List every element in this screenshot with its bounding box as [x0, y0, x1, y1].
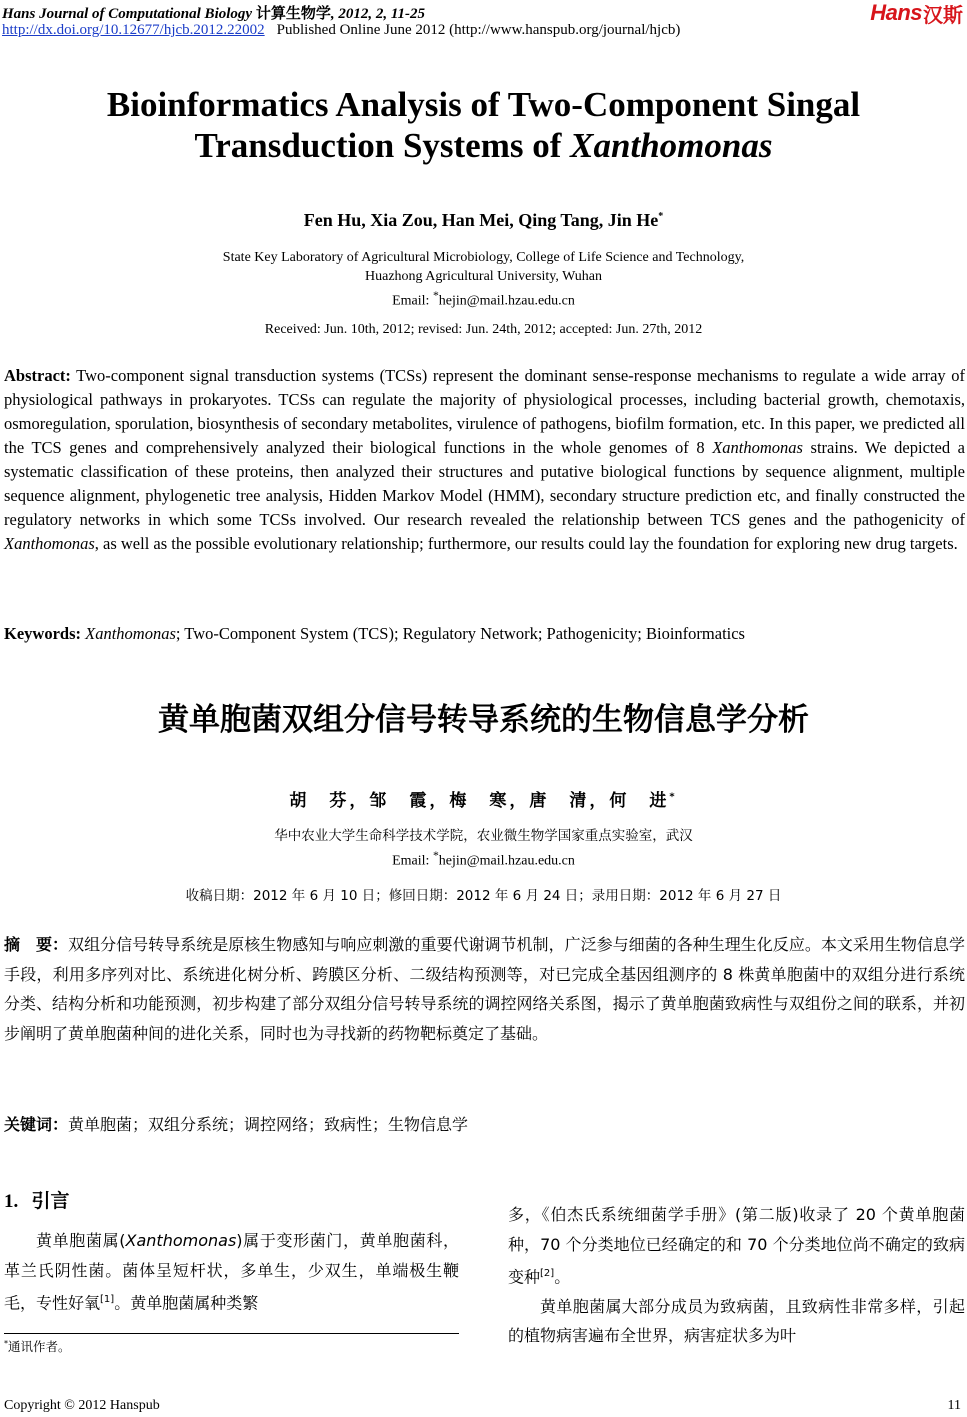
abstract-text-3: , as well as the possible evolutionary relationship; furthermore, our results could lay the foundation for exploring new drug targets. — [94, 534, 958, 553]
author-list — [0, 210, 967, 231]
email-address[interactable]: hejin@mail.hzau.edu.cn — [438, 293, 575, 309]
affiliation — [0, 248, 967, 311]
intro-paragraph-1 — [4, 1226, 459, 1318]
intro-cont-text: 多，《伯杰氏系统细菌学手册》(第二版)收录了 20 个黄单胞菌种，70 个分类地位已经确定的和 70 个分类地位尚不确定的致病变种 — [508, 1205, 965, 1287]
section-number: 1. — [4, 1191, 19, 1212]
paper-title — [0, 84, 967, 166]
cn-keywords-text: 黄单胞菌；双组分系统；调控网络；致病性；生物信息学 — [68, 1115, 469, 1134]
intro-cont-end: 。 — [554, 1267, 571, 1287]
intro-paragraph-continued — [508, 1200, 965, 1292]
cn-email-address[interactable]: hejin@mail.hzau.edu.cn — [438, 853, 575, 869]
email-label: Email: — [392, 293, 433, 309]
cn-title: 黄单胞菌双组分信号转导系统的生物信息学分析 — [158, 702, 809, 738]
cn-abstract-text: 双组分信号转导系统是原核生物感知与响应刺激的重要代谢调节机制，广泛参与细菌的各种生理生化反应。本文采用生物信息学手段，利用多序列对比、系统进化树分析、跨膜区分析、二级结构预测等，对已完成全基因组测序的 8 株黄单胞菌中的双组分进行系统分类、结构分析和功能预测，初步构建了部分双组分信号转导系统的调控网络关系图，揭示了黄单胞菌致病性与双组份之间的联系，并初步阐明了黄单胞菌种间的进化关系，同时也为寻找新的药物靶标奠定了基础。 — [4, 935, 965, 1043]
abstract-text-2: strains. We depicted a systematic classification of these proteins, then analyzed their structures and putative biological functions by sequence alignment, multiple sequence alignment, phylogenetic tree analysis, Hidden Markov Model (HMM), secondary structure prediction etc, and finally constructed the regulatory networks in which some TCSs involved. Our research revealed the relationship between TCS genes and the pathogenicity of — [4, 438, 965, 529]
email-mark: * — [432, 289, 439, 302]
cn-email-label: Email: — [392, 853, 433, 869]
footnote — [4, 1337, 71, 1355]
cn-author-names: 胡 芬，邹 霞，梅 寒，唐 清，何 进 — [289, 791, 670, 811]
received-dates: Received: Jun. 10th, 2012; revised: Jun. 24th, 2012; accepted: Jun. 27th, 2012 — [264, 322, 703, 337]
keywords-label: Keywords: — [4, 624, 81, 643]
cn-keywords — [4, 1112, 468, 1135]
section-heading — [4, 1186, 459, 1213]
keywords-italic: Xanthomonas — [81, 624, 176, 643]
journal-name: Hans Journal of Computational Biology — [2, 6, 253, 22]
keywords-en — [4, 624, 965, 644]
abstract-italic-1: Xanthomonas — [712, 438, 803, 457]
column-left — [4, 1186, 459, 1318]
footnote-mark: * — [4, 1338, 8, 1348]
intro-text-3: 。黄单胞菌属种类繁 — [114, 1293, 259, 1313]
copyright: Copyright © 2012 Hanspub — [4, 1398, 160, 1413]
hanspub-logo — [863, 0, 963, 26]
affiliation-line-2: Huazhong Agricultural University, Wuhan — [365, 269, 602, 284]
footnote-divider — [4, 1333, 459, 1334]
intro-paragraph-2: 黄单胞菌属大部分成员为致病菌，且致病性非常多样，引起的植物病害遍布全世界，病害症状多为叶 — [508, 1296, 965, 1346]
doi-link[interactable]: http://dx.doi.org/10.12677/hjcb.2012.22002 — [2, 22, 265, 38]
cn-affiliation — [0, 826, 967, 872]
cn-email-line — [0, 846, 967, 872]
cn-email-mark: * — [432, 849, 439, 862]
corresponding-mark: * — [658, 211, 664, 222]
published-info: Published Online June 2012 (http://www.hanspub.org/journal/hjcb) — [276, 22, 681, 38]
section-title: 引言 — [31, 1190, 70, 1212]
intro-text-1: 黄单胞菌属( — [36, 1231, 126, 1250]
abstract-en — [4, 364, 965, 556]
volume-info: , 2012, 2, 11-25 — [330, 6, 425, 22]
author-names: Fen Hu, Xia Zou, Han Mei, Qing Tang, Jin He — [303, 210, 659, 230]
title-line-2-text: Transduction Systems of — [194, 126, 571, 165]
cn-corresponding-mark: * — [669, 791, 678, 803]
intro-text-2: )属于变形菌门，黄单胞菌科，革兰氏阴性菌。菌体呈短杆状，多单生，少双生，单端极生鞭毛，专性好氧 — [4, 1231, 459, 1313]
cn-keywords-label: 关键词： — [4, 1115, 69, 1134]
intro-italic-genus: Xanthomonas — [125, 1231, 237, 1250]
cn-affiliation-line-1: 华中农业大学生命科学技术学院，农业微生物学国家重点实验室，武汉 — [274, 828, 693, 844]
cn-author-list — [0, 786, 967, 811]
email-line — [0, 286, 967, 311]
citation-ref-1[interactable]: [1] — [100, 1294, 115, 1305]
title-line-1: Bioinformatics Analysis of Two-Component Singal — [106, 85, 861, 124]
title-italic-genus: Xanthomonas — [570, 126, 773, 165]
journal-header — [2, 2, 425, 23]
keywords-text: ; Two-Component System (TCS); Regulatory Network; Pathogenicity; Bioinformatics — [175, 624, 745, 643]
page-number: 11 — [947, 1398, 961, 1413]
cn-received-dates: 收稿日期：2012 年 6 月 10 日；修回日期：2012 年 6 月 24 日；录用日期：2012 年 6 月 27 日 — [185, 888, 782, 904]
column-right — [508, 1200, 965, 1351]
logo-text-cn: 汉斯 — [923, 2, 963, 27]
header-links — [2, 22, 680, 39]
footnote-text: 通讯作者。 — [8, 1339, 71, 1354]
abstract-label: Abstract: — [4, 366, 71, 385]
journal-name-cn: 计算生物学 — [255, 6, 331, 22]
affiliation-line-1: State Key Laboratory of Agricultural Microbiology, College of Life Science and Technology, — [222, 250, 745, 265]
cn-abstract-label: 摘 要： — [4, 935, 69, 954]
title-line-2 — [0, 125, 967, 166]
logo-text-en: Hans — [870, 0, 922, 25]
abstract-italic-2: Xanthomonas — [4, 534, 95, 553]
cn-abstract — [4, 930, 965, 1048]
citation-ref-2[interactable]: [2] — [540, 1268, 555, 1279]
abstract-text-1: Two-component signal transduction systems (TCSs) represent the dominant sense-response mechanisms to regulate a wide array of physiological pathways in prokaryotes. TCSs can regulate the majority of physiological processes, including bacterial growth, chemotaxis, osmoregulation, sporulation, biosynthesis of secondary metabolites, virulence of pathogens, biofilm formation, etc. In this paper, we predicted all the TCS genes and comprehensively analyzed their biological functions in the whole genomes of 8 — [4, 366, 965, 457]
